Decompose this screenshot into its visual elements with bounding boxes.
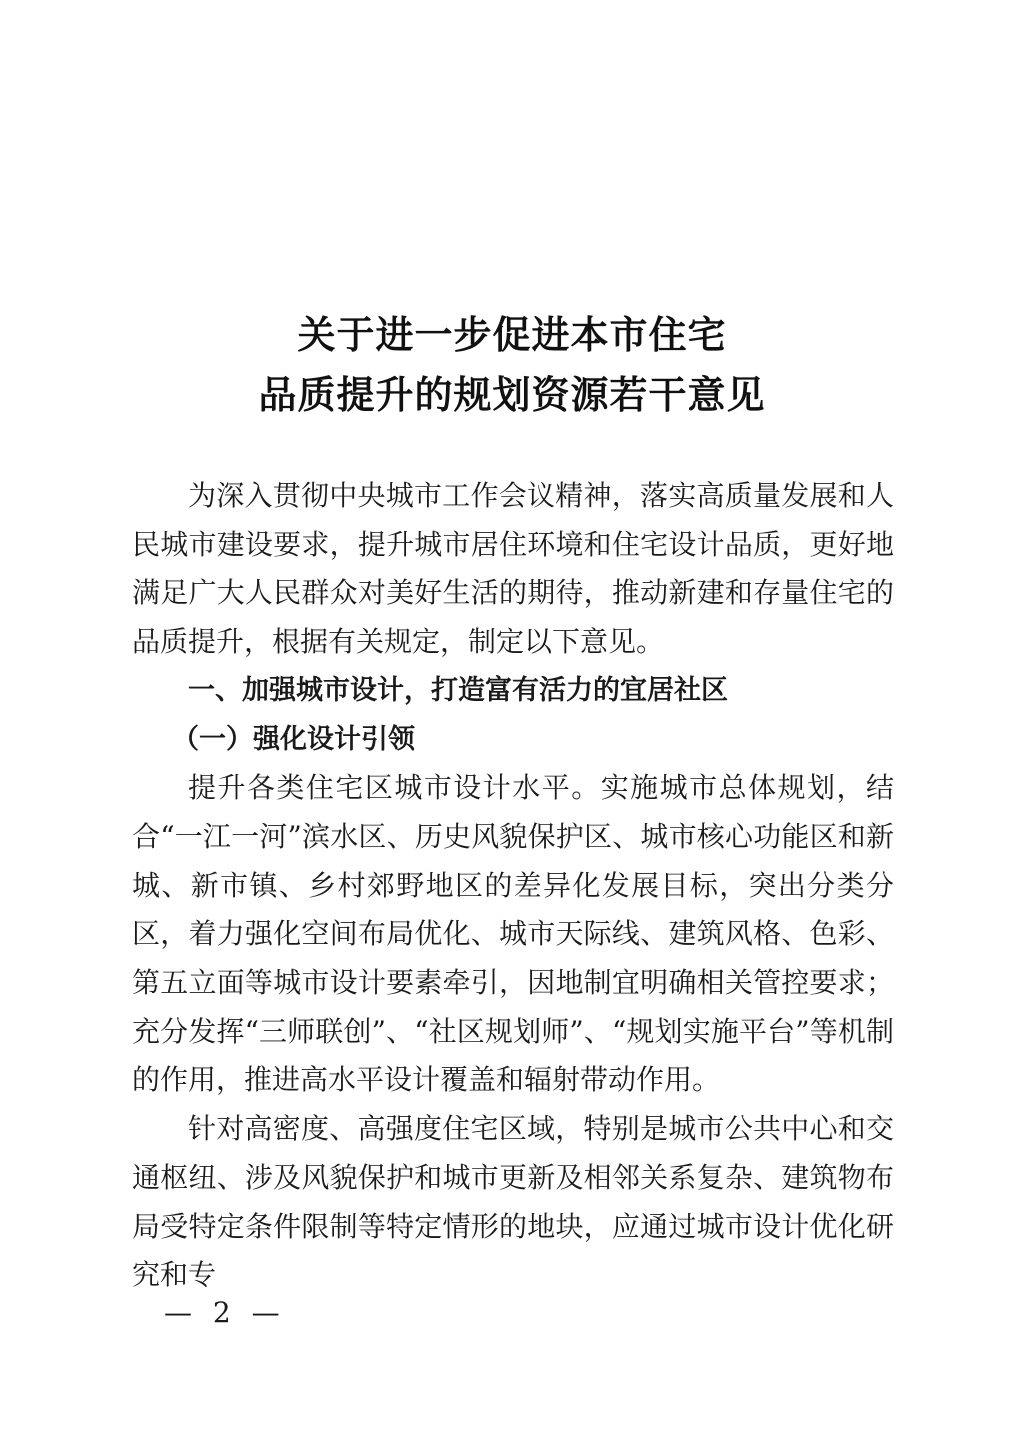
document-body: [132, 472, 894, 1300]
intro-paragraph: 为深入贯彻中央城市工作会议精神，落实高质量发展和人民城市建设要求，提升城市居住环境和住宅设计品质，更好地满足广大人民群众对美好生活的期待，推动新建和存量住宅的品质提升，根据有关规定，制定以下意见。: [132, 479, 894, 659]
subsection-heading: （一）强化设计引领: [172, 723, 415, 755]
section-heading: 一、加强城市设计，打造富有活力的宜居社区: [188, 674, 728, 706]
body-paragraph: 提升各类住宅区城市设计水平。实施城市总体规划，结合“一江一河”滨水区、历史风貌保护区、城市核心功能区和新城、新市镇、乡村郊野地区的差异化发展目标，突出分类分区，着力强化空间布局优化、城市天际线、建筑风格、色彩、第五立面等城市设计要素牵引，因地制宜明确相关管控要求；充分发挥“三师联创”、“社区规划师”、“规划实施平台”等机制的作用，推进高水平设计覆盖和辐射带动作用。: [132, 771, 894, 1097]
body-paragraph: 针对高密度、高强度住宅区域，特别是城市公共中心和交通枢纽、涉及风貌保护和城市更新及相邻关系复杂、建筑物布局受特定条件限制等特定情形的地块，应通过城市设计优化研究和专: [132, 1112, 894, 1292]
document-title-line-1: 关于进一步促进本市住宅: [297, 312, 727, 357]
document-title-line-2: 品质提升的规划资源若干意见: [258, 372, 766, 417]
page-number: — 2 —: [164, 1296, 286, 1329]
